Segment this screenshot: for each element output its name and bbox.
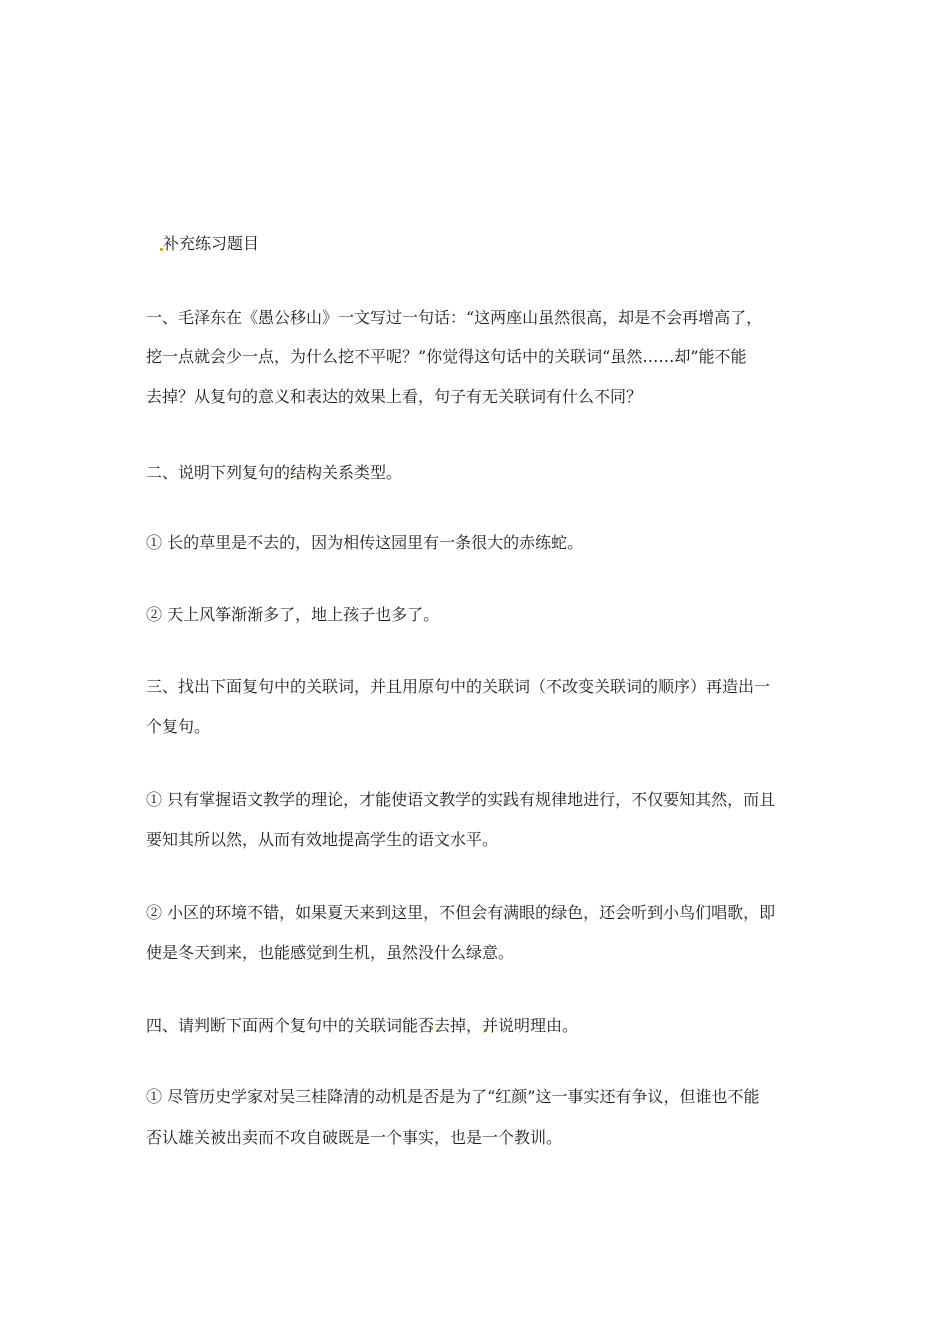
question-4-item-1-line-1: ① 尽管历史学家对吴三桂降清的动机是否是为了“红颜”这一事实还有争议，但谁也不能 xyxy=(146,1087,760,1106)
question-1-line-1: 一、毛泽东在《愚公移山》一文写过一句话：“这两座山虽然很高，却是不会再增高了， xyxy=(146,308,763,327)
question-2-item-2: ② 天上风筝渐渐多了，地上孩子也多了。 xyxy=(146,605,440,624)
question-1-line-2: 挖一点就会少一点，为什么挖不平呢？”你觉得这句话中的关联词“虽然……却”能不能 xyxy=(146,347,747,366)
question-3-line-2: 个复句。 xyxy=(146,717,211,736)
question-2-heading: 二、说明下列复句的结构关系类型。 xyxy=(146,463,403,482)
question-3-line-1: 三、找出下面复句中的关联词，并且用原句中的关联词（不改变关联词的顺序）再造出一 xyxy=(146,677,771,696)
question-4-item-1-line-2: 否认雄关被出卖而不攻自破既是一个事实，也是一个教训。 xyxy=(146,1128,563,1147)
question-4-heading: 四、请判断下面两个复句中的关联词能否去掉，并说明理由。 xyxy=(146,1016,579,1035)
question-3-item-2-line-1: ② 小区的环境不错，如果夏天来到这里，不但会有满眼的绿色，还会听到小鸟们唱歌，即 xyxy=(146,903,776,922)
question-3-item-2-line-2: 使是冬天到来，也能感觉到生机，虽然没什么绿意。 xyxy=(146,943,515,962)
question-1-line-3: 去掉？从复句的意义和表达的效果上看，句子有无关联词有什么不同？ xyxy=(146,387,643,406)
question-3-item-1-line-2: 要知其所以然，从而有效地提高学生的语文水平。 xyxy=(146,830,499,849)
question-2-item-1: ① 长的草里是不去的，因为相传这园里有一条很大的赤练蛇。 xyxy=(146,533,584,552)
document-title: 补充练习题目 xyxy=(163,234,260,253)
question-3-item-1-line-1: ① 只有掌握语文教学的理论，才能使语文教学的实践有规律地进行，不仅要知其然，而且 xyxy=(146,790,776,809)
